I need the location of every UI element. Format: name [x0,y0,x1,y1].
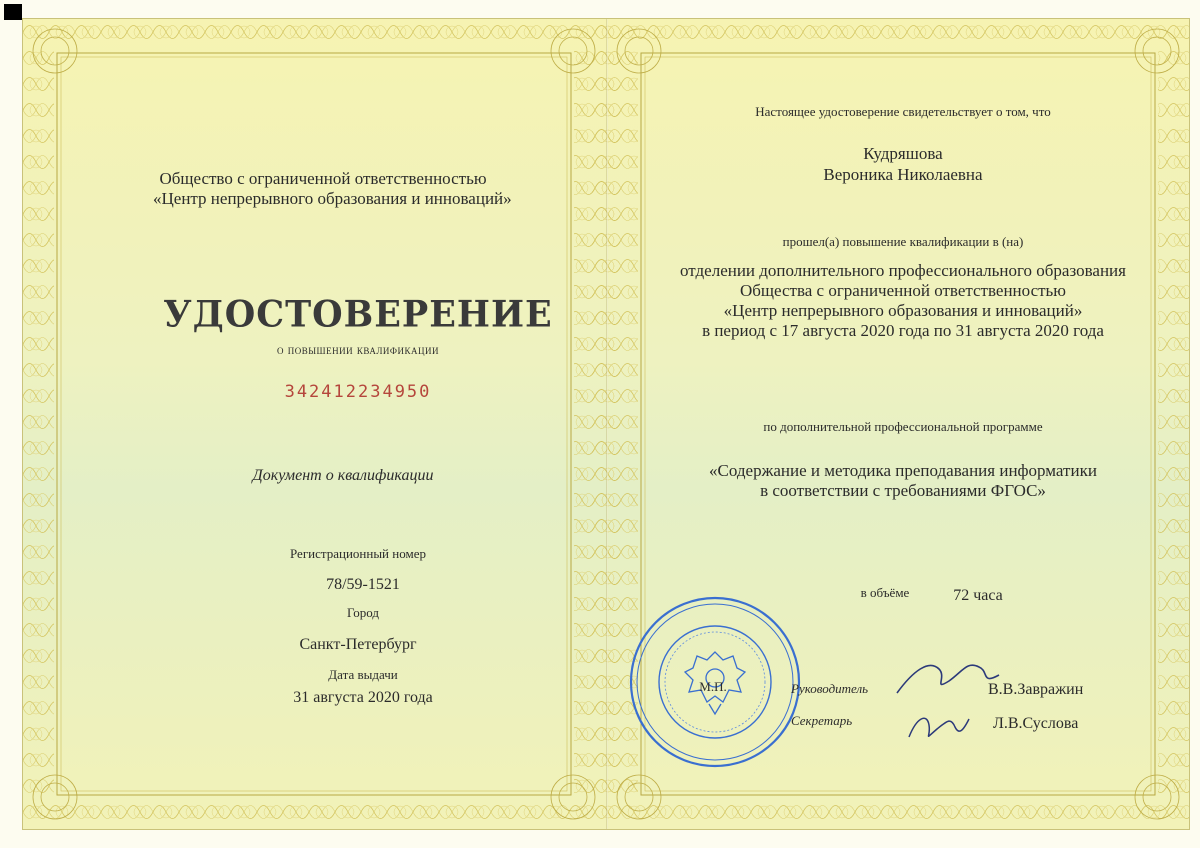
certifies-text: Настоящее удостоверение свидетельствует о том, что [755,104,1051,119]
program-block [643,461,1163,501]
program-label: по дополнительной профессиональной программе [763,419,1043,434]
program-line-2: в соответствии с требованиями ФГОС» [760,481,1046,500]
certificate-title: УДОСТОВЕРЕНИЕ [163,292,553,337]
program-line-1: «Содержание и методика преподавания информатики [709,461,1097,480]
registration-number-label: Регистрационный номер [290,546,426,561]
director-name: В.В.Завражин [988,681,1084,698]
registration-number: 78/59-1521 [326,576,400,593]
institution-line-4: в период с 17 августа 2020 года по 31 августа 2020 года [702,321,1104,340]
volume-label: в объёме [860,585,910,600]
recipient-surname: Кудряшова [863,144,943,163]
director-label: Руководитель [791,681,869,696]
institution-line-2: Общества с ограниченной ответственностью [739,281,1066,300]
organization-name [153,169,512,209]
certificate-document [22,18,1190,830]
secretary-signature [903,707,973,747]
stamp-place-label: М.П. [699,679,727,694]
city: Санкт-Петербург [299,636,417,653]
organization-line-2: «Центр непрерывного образования и инноваций» [153,189,512,208]
document-type: Документ о квалификации [252,467,434,484]
certificate-subtitle: о повышении квалификации [276,342,440,357]
institution-line-3: «Центр непрерывного образования и инноваций» [723,301,1083,320]
issue-date: 31 августа 2020 года [293,689,433,706]
scan-corner-mark [4,4,22,20]
director-signature [893,651,1003,701]
page-fold [606,19,608,829]
organization-line-1: Общество с ограниченной ответственностью [159,169,487,188]
volume-hours: 72 часа [953,587,1003,604]
serial-number: 342412234950 [284,382,432,402]
secretary-name: Л.В.Суслова [993,715,1079,732]
institution-line-1: отделении дополнительного профессионального образования [680,261,1126,280]
recipient-given-names: Вероника Николаевна [823,165,983,184]
issue-date-label: Дата выдачи [328,667,398,682]
passed-text: прошел(а) повышение квалификации в (на) [782,234,1024,249]
secretary-label: Секретарь [791,713,853,728]
institution-block [643,261,1163,341]
city-label: Город [346,605,380,620]
